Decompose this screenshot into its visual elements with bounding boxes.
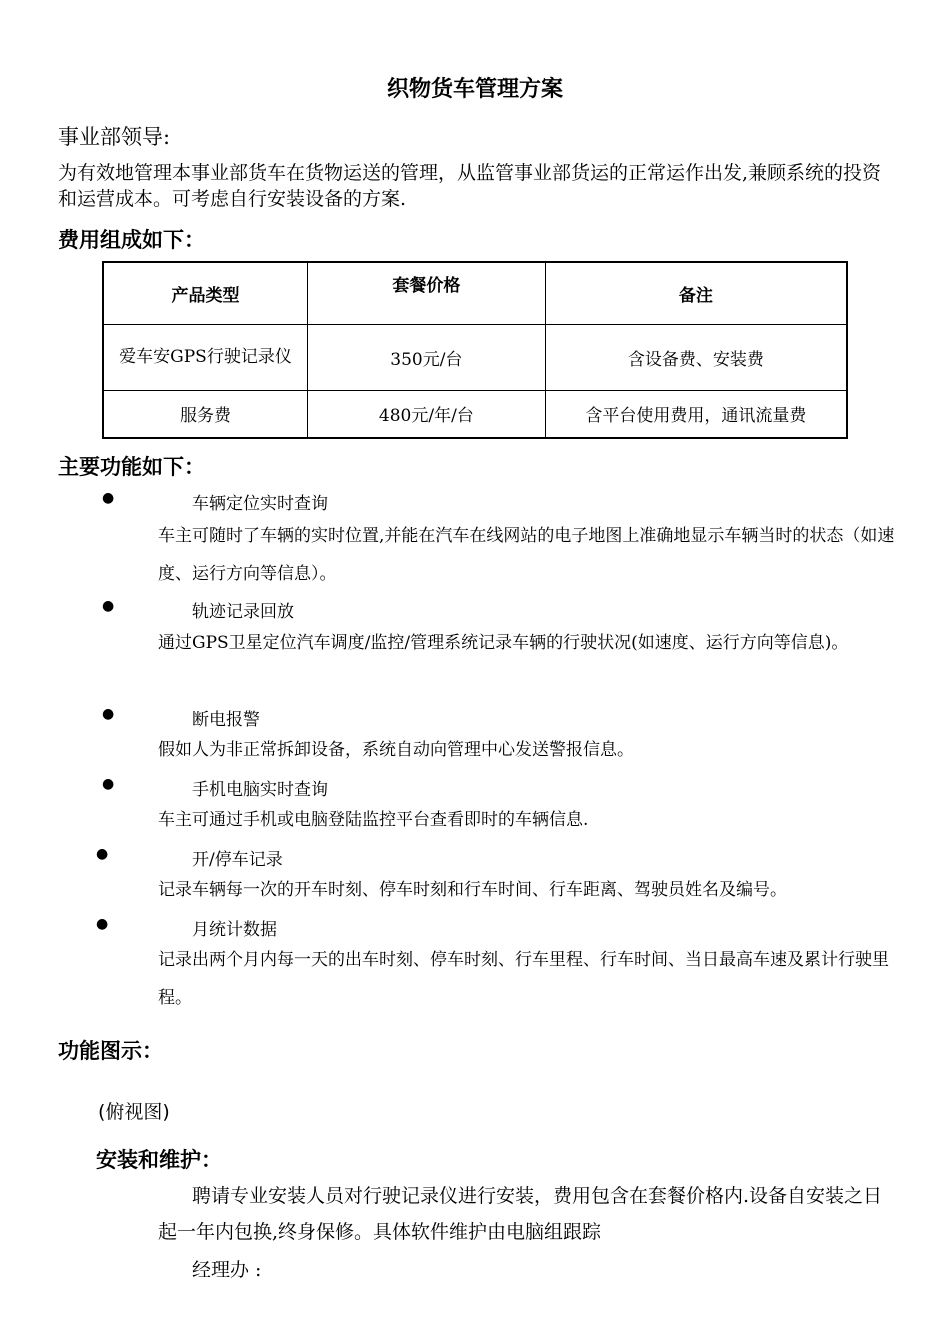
signature-line: 经理办 : [192, 1259, 262, 1281]
document-title: 织物货车管理方案 [386, 77, 563, 102]
bullet-icon: ● [96, 916, 109, 932]
table-cell: 爱车安GPS行驶记录仪 [103, 324, 308, 390]
bullet-icon: ● [102, 490, 115, 506]
install-heading: 安装和维护： [96, 1148, 222, 1172]
feature-title: 手机电脑实时查询 [192, 780, 328, 800]
table-header-row [103, 262, 847, 324]
feature-title: 开/停车记录 [192, 850, 283, 870]
table-cell: 480元/年/台 [308, 390, 546, 438]
bullet-icon: ● [102, 706, 115, 722]
table-cell: 350元/台 [308, 324, 546, 390]
table-header-cell: 备注 [545, 262, 847, 324]
feature-title: 轨迹记录回放 [192, 602, 294, 622]
features-heading: 主要功能如下： [58, 455, 205, 479]
feature-title: 车辆定位实时查询 [192, 494, 328, 514]
salutation: 事业部领导: [58, 125, 171, 149]
feature-description: 记录车辆每一次的开车时刻、停车时刻和行车时间、行车距离、驾驶员姓名及编号。 [158, 880, 787, 900]
table-header-cell: 产品类型 [103, 262, 308, 324]
intro-paragraph: 为有效地管理本事业部货车在货物运送的管理，从监管事业部货运的正常运作出发,兼顾系统的投资和运营成本。可考虑自行安装设备的方案. [58, 162, 882, 210]
feature-title: 断电报警 [192, 710, 260, 730]
feature-description: 车主可随时了车辆的实时位置,并能在汽车在线网站的电子地图上准确地显示车辆当时的状态（如速度、运行方向等信息）。 [158, 526, 895, 584]
feature-description: 假如人为非正常拆卸设备，系统自动向管理中心发送警报信息。 [158, 740, 634, 760]
table-cell: 含设备费、安装费 [545, 324, 847, 390]
cost-table [102, 261, 848, 439]
feature-description: 通过GPS卫星定位汽车调度/监控/管理系统记录车辆的行驶状况(如速度、运行方向等信息)。 [158, 633, 849, 653]
install-paragraph: 聘请专业安装人员对行驶记录仪进行安装，费用包含在套餐价格内.设备自安装之日起一年内包换,终身保修。具体软件维护由电脑组跟踪 [158, 1185, 883, 1243]
bullet-icon: ● [96, 846, 109, 862]
table-cell: 服务费 [103, 390, 308, 438]
cost-heading: 费用组成如下： [58, 228, 205, 252]
feature-description: 车主可通过手机或电脑登陆监控平台查看即时的车辆信息. [158, 810, 589, 830]
feature-description: 记录出两个月内每一天的出车时刻、停车时刻、行车里程、行车时间、当日最高车速及累计行驶里程。 [158, 950, 889, 1008]
table-header-cell: 套餐价格 [308, 262, 546, 324]
table-row [103, 390, 847, 438]
bullet-icon: ● [102, 776, 115, 792]
diagram-heading: 功能图示： [58, 1039, 163, 1063]
table-row [103, 324, 847, 390]
feature-title: 月统计数据 [192, 920, 277, 940]
bullet-icon: ● [102, 598, 115, 614]
table-cell: 含平台使用费用，通讯流量费 [545, 390, 847, 438]
diagram-caption: (俯视图) [98, 1101, 170, 1123]
